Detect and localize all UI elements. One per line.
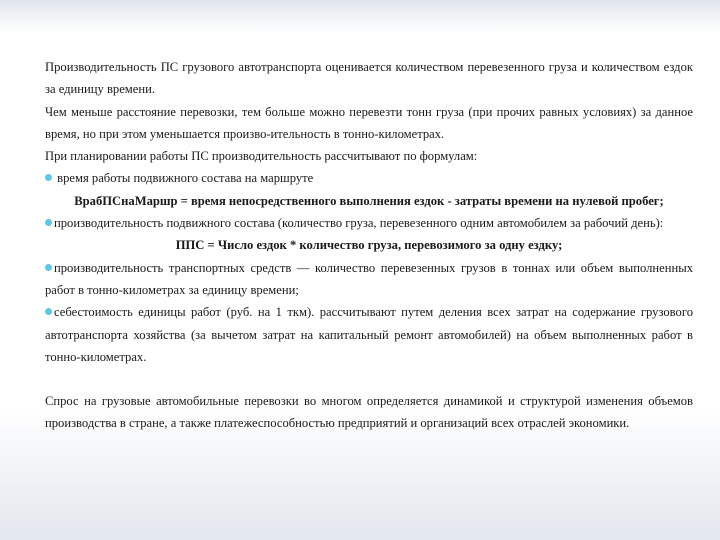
slide-top-band: [0, 0, 720, 34]
bullet-item-vehicle-productivity: [45, 257, 693, 302]
bullet-dot-icon: [45, 219, 52, 226]
bullet-text-rolling-stock-productivity: производительность подвижного состава (количество груза, перевезенного одним автомобилем за рабочий день):: [54, 216, 664, 231]
paragraph-planning-intro: При планировании работы ПС производительность рассчитывают по формулам:: [45, 149, 478, 164]
bullet-text-work-time: время работы подвижного состава на маршруте: [57, 171, 314, 186]
slide-text-body: [45, 56, 693, 435]
paragraph-distance-effect: Чем меньше расстояние перевозки, тем больше можно перевезти тонн груза (при прочих равных условиях) за данное время, но при этом уменьшается произво-ительность в тонно-километрах.: [45, 104, 693, 141]
bullet-text-unit-cost: себестоимость единицы работ (руб. на 1 ткм). рассчитывают путем деления всех затрат на содержание грузового автотранспорта хозяйства (за вычетом затрат на капитальный ремонт автомобилей) на объем выполненных работ в тонно-километрах.: [45, 305, 693, 364]
paragraph-demand: Спрос на грузовые автомобильные перевозки во многом определяется динамикой и структурой изменения объемов производства в стране, а также платежеспособностью предприятий и организаций всех отраслей экономики.: [45, 394, 693, 431]
bullet-dot-icon: [45, 264, 52, 271]
formula-work-time: ВрабПСнаМаршр = время непосредственного выполнения ездок - затраты времени на нулевой пробег;: [74, 193, 664, 208]
bullet-item-rolling-stock-productivity: [45, 212, 693, 234]
bullet-item-unit-cost: [45, 301, 693, 368]
bullet-item-work-time: [45, 167, 693, 189]
paragraph-productivity-definition: Производительность ПС грузового автотранспорта оценивается количеством перевезенного груза и количеством ездок за единицу времени.: [45, 60, 693, 97]
bullet-text-vehicle-productivity: производительность транспортных средств — количество перевезенных грузов в тоннах или объем выполненных работ в тонно-километрах за единицу времени;: [45, 260, 693, 297]
formula-rolling-stock-productivity: ППС = Число ездок * количество груза, перевозимого за одну ездку;: [175, 238, 563, 253]
paragraph-spacer: [45, 368, 693, 390]
bullet-dot-icon: [45, 308, 52, 315]
bullet-dot-icon: [45, 174, 52, 181]
